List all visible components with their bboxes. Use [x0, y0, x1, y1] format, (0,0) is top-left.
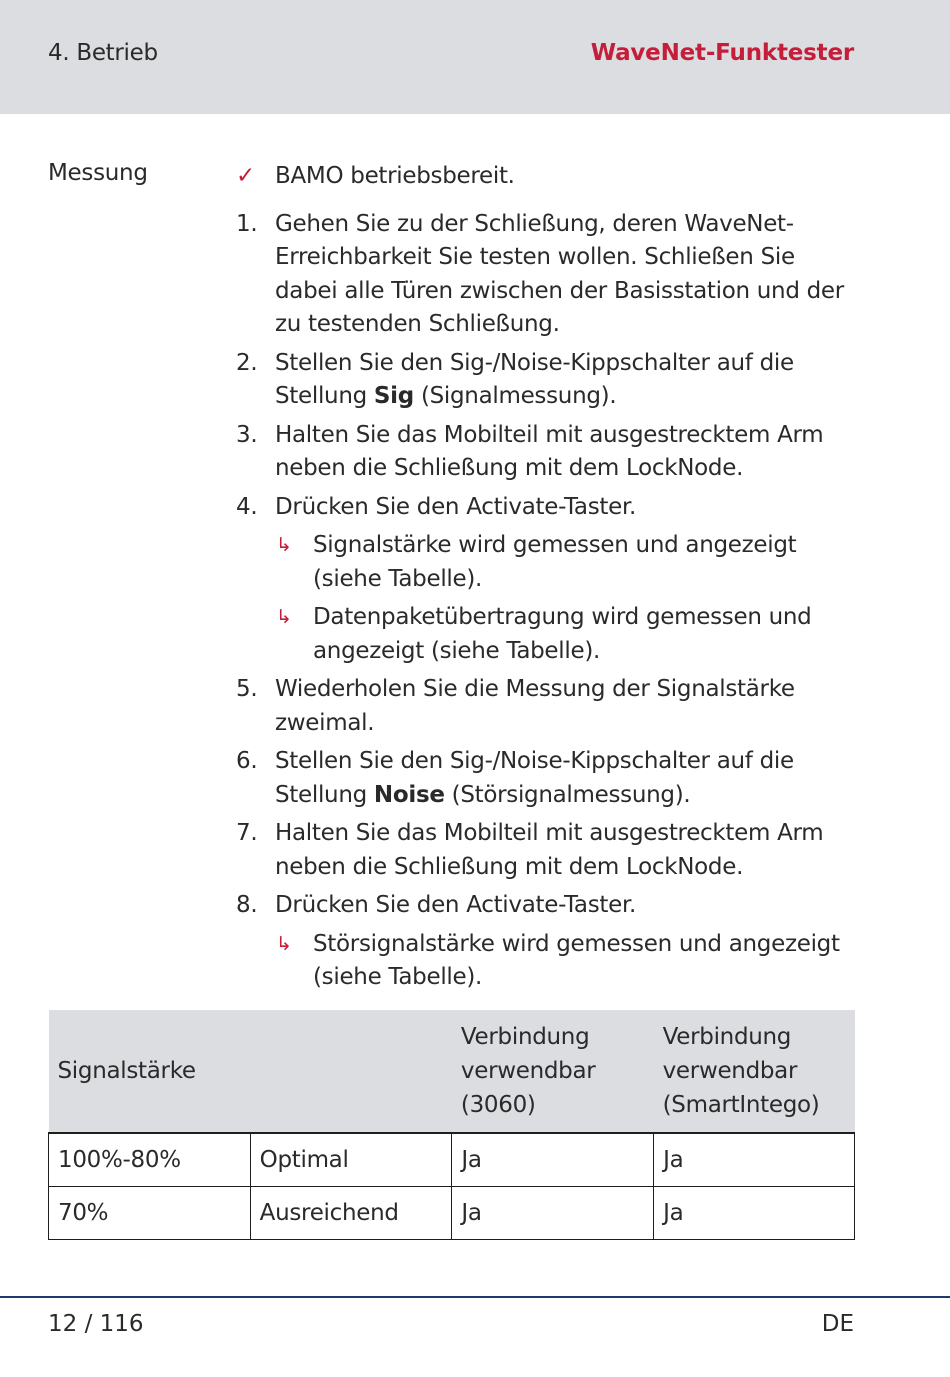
table-cell: Ja — [452, 1133, 654, 1187]
table-cell: Ja — [452, 1187, 654, 1240]
step-text: (Signalmessung). — [413, 383, 617, 409]
step-text: Stellen Sie den Sig-/Noise-Kippschalter auf die Stellung — [275, 748, 794, 808]
result-text: Störsignalstärke wird gemessen und angezeigt (siehe Tabelle). — [313, 930, 840, 990]
column-header: Signalstärke — [49, 1010, 452, 1133]
step-text: Drücken Sie den Activate-Taster. — [275, 892, 637, 918]
step-number: 3. — [236, 421, 258, 448]
signal-strength-table — [48, 1010, 855, 1240]
step-number: 1. — [236, 210, 258, 237]
result-arrow-icon: ↳ — [276, 606, 292, 628]
result-text: Signalstärke wird gemessen und angezeigt (siehe Tabelle). — [313, 532, 797, 592]
page-number: 12 / 116 — [48, 1311, 144, 1337]
table-row — [49, 1133, 855, 1187]
step-text: Stellen Sie den Sig-/Noise-Kippschalter auf die Stellung — [275, 349, 794, 409]
table-cell: Ja — [654, 1187, 855, 1240]
step-number: 8. — [236, 892, 258, 918]
step-result — [236, 529, 856, 596]
step-number: 4. — [236, 493, 258, 520]
instruction-content — [236, 160, 856, 1000]
chapter-title: 4. Betrieb — [48, 40, 158, 66]
table-header-row — [49, 1010, 855, 1133]
step-text: Gehen Sie zu der Schließung, deren WaveNet-Erreichbarkeit Sie testen wollen. Schließen Sie dabei alle Türen zwischen der Basisstation und der zu testenden Schließung. — [275, 210, 844, 337]
table-cell: 100%-80% — [49, 1133, 251, 1187]
step-5 — [236, 673, 856, 740]
step-number: 5. — [236, 676, 258, 702]
step-text: Halten Sie das Mobilteil mit ausgestrecktem Arm neben die Schließung mit dem LockNode. — [275, 820, 824, 880]
product-title: WaveNet-Funktester — [590, 40, 854, 66]
step-8 — [236, 889, 856, 923]
table-cell: 70% — [49, 1187, 251, 1240]
section-label: Messung — [48, 160, 148, 186]
result-arrow-icon: ↳ — [276, 534, 292, 556]
step-result — [236, 601, 856, 668]
switch-position: Sig — [373, 383, 414, 409]
page-header — [0, 0, 950, 114]
table-cell: Ausreichend — [250, 1187, 452, 1240]
table-cell: Ja — [654, 1133, 855, 1187]
switch-position: Noise — [373, 781, 445, 808]
column-header: Verbindung verwendbar (3060) — [452, 1010, 654, 1133]
step-6 — [236, 745, 856, 812]
language-code: DE — [821, 1311, 854, 1337]
result-text: Datenpaketübertragung wird gemessen und angezeigt (siehe Tabelle). — [313, 604, 812, 664]
checkmark-icon: ✓ — [236, 163, 255, 189]
step-1 — [236, 208, 856, 342]
step-text: Halten Sie das Mobilteil mit ausgestrecktem Arm neben die Schließung mit dem LockNode. — [275, 421, 824, 481]
result-arrow-icon: ↳ — [276, 932, 292, 955]
prerequisite-text: BAMO betriebsbereit. — [275, 163, 515, 189]
step-text: Wiederholen Sie die Messung der Signalstärke zweimal. — [275, 676, 795, 736]
prerequisite — [236, 160, 856, 194]
table-row — [49, 1187, 855, 1240]
step-result — [236, 928, 856, 995]
footer-divider — [0, 1296, 950, 1298]
step-3 — [236, 419, 856, 486]
step-7 — [236, 817, 856, 884]
step-number: 2. — [236, 349, 258, 376]
step-2 — [236, 347, 856, 414]
table-cell: Optimal — [250, 1133, 452, 1187]
step-number: 6. — [236, 748, 258, 774]
step-4 — [236, 491, 856, 525]
step-number: 7. — [236, 820, 258, 846]
column-header: Verbindung verwendbar (SmartIntego) — [654, 1010, 855, 1133]
step-text: Drücken Sie den Activate-Taster. — [275, 493, 637, 520]
step-text: (Störsignalmessung). — [444, 781, 691, 808]
